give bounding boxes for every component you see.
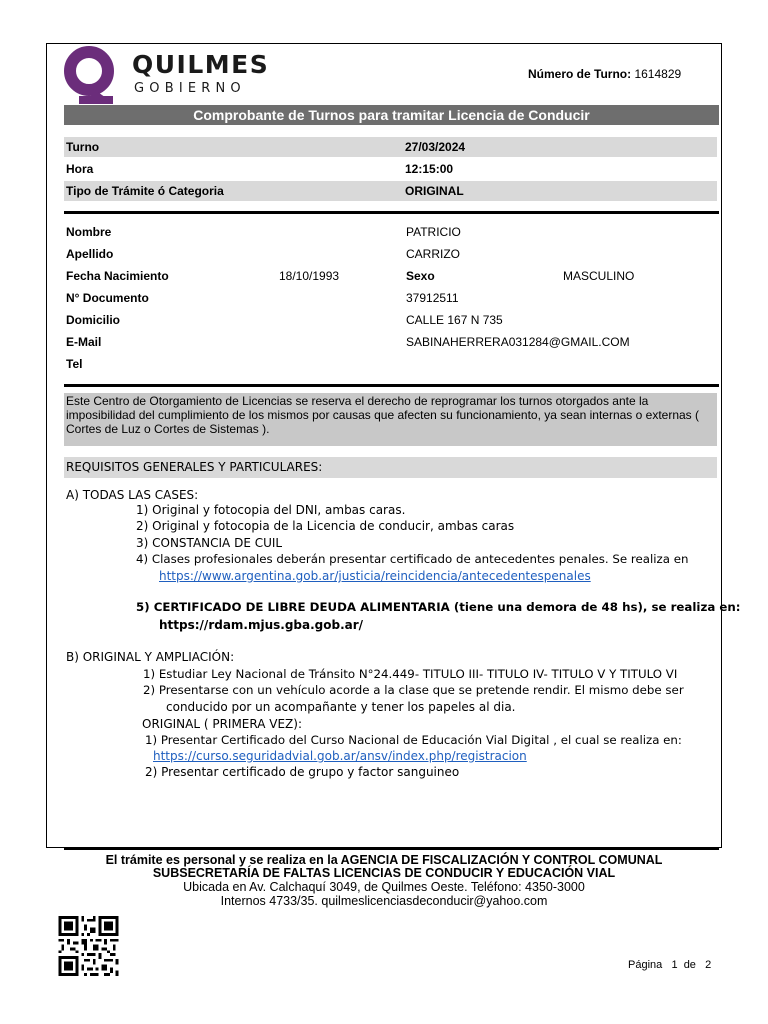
req-a2: 2) Original y fotocopia de la Licencia de conducir, ambas caras xyxy=(136,519,515,533)
footer-divider xyxy=(64,848,719,850)
nombre-row xyxy=(64,222,717,242)
tipo-tramite-row xyxy=(64,181,717,201)
footer-line3: Ubicada en Av. Calchaquí 3049, de Quilmes Oeste. Teléfono: 4350-3000 xyxy=(183,880,585,894)
email-value: SABINAHERRERA031284@GMAIL.COM xyxy=(406,335,630,349)
fecha-sexo-row xyxy=(64,266,717,286)
email-row xyxy=(64,332,717,352)
documento-label: N° Documento xyxy=(66,291,149,305)
apellido-row xyxy=(64,244,717,264)
domicilio-value: CALLE 167 N 735 xyxy=(406,313,503,327)
notice-box: Este Centro de Otorgamiento de Licencias se reserva el derecho de reprogramar los turnos otorgados ante la imposibilidad del cumplimiento de los mismos por causas que afecten su funcionamiento, ya sean internas o externas ( Cortes de Luz o Cortes de Sistemas ). xyxy=(64,393,717,446)
page-of: de xyxy=(683,959,696,971)
hora-label: Hora xyxy=(66,162,94,176)
req-a-title: A) TODAS LAS CASES: xyxy=(66,488,199,502)
req-b-title: B) ORIGINAL Y AMPLIACIÓN: xyxy=(66,650,235,664)
antecedentes-link[interactable]: https://www.argentina.gob.ar/justicia/reincidencia/antecedentespenales xyxy=(159,569,591,583)
tel-label: Tel xyxy=(66,357,83,371)
section-divider xyxy=(64,211,719,214)
req-b2-cont: conducido por un acompañante y tener los papeles al dia. xyxy=(166,700,516,714)
turno-number-label: Número de Turno: xyxy=(528,67,632,81)
section-divider xyxy=(64,384,719,387)
req-b2: 2) Presentarse con un vehículo acorde a la clase que se pretende rendir. El mismo debe ser xyxy=(143,683,684,697)
req-b1: 1) Estudiar Ley Nacional de Tránsito N°24.449- TITULO III- TITULO IV- TITULO V Y TITULO VI xyxy=(143,667,678,681)
curso-vial-link[interactable]: https://curso.seguridadvial.gob.ar/ansv/index.php/registracion xyxy=(153,749,527,763)
quilmes-logo xyxy=(62,44,270,106)
tel-row xyxy=(64,354,717,374)
footer-line4: Internos 4733/35. quilmeslicenciasdeconducir@yahoo.com xyxy=(220,894,548,908)
turno-number xyxy=(528,67,681,81)
req-a5-url: https://rdam.mjus.gba.gob.ar/ xyxy=(159,618,364,632)
turno-value: 27/03/2024 xyxy=(405,140,466,154)
nombre-value: PATRICIO xyxy=(406,225,461,239)
logo-subtitle: GOBIERNO xyxy=(134,81,246,96)
turno-number-value: 1614829 xyxy=(634,67,682,81)
document-title: Comprobante de Turnos para tramitar Licencia de Conducir xyxy=(64,105,719,125)
fecha-nacimiento-value: 18/10/1993 xyxy=(279,269,340,283)
hora-row xyxy=(64,159,717,179)
email-label: E-Mail xyxy=(66,335,102,349)
turno-row xyxy=(64,137,717,157)
page-indicator xyxy=(628,959,711,971)
req-a3: 3) CONSTANCIA DE CUIL xyxy=(136,536,283,550)
req-original-title: ORIGINAL ( PRIMERA VEZ): xyxy=(142,717,303,731)
req-a5: 5) CERTIFICADO DE LIBRE DEUDA ALIMENTARIA (tiene una demora de 48 hs), se realiza en: xyxy=(136,600,741,614)
req-a1: 1) Original y fotocopia del DNI, ambas caras. xyxy=(136,503,406,517)
apellido-label: Apellido xyxy=(66,247,114,261)
footer-line2: SUBSECRETARÍA DE FALTAS LICENCIAS DE CONDUCIR Y EDUCACIÓN VIAL xyxy=(152,866,616,880)
turno-label: Turno xyxy=(66,140,100,154)
page-total: 2 xyxy=(705,959,712,971)
qr-code-icon xyxy=(57,916,120,976)
requisitos-title: REQUISITOS GENERALES Y PARTICULARES: xyxy=(64,457,717,478)
domicilio-row xyxy=(64,310,717,330)
nombre-label: Nombre xyxy=(66,225,112,239)
req-o2: 2) Presentar certificado de grupo y factor sanguineo xyxy=(145,765,460,779)
hora-value: 12:15:00 xyxy=(405,162,454,176)
footer-line1: El trámite es personal y se realiza en la AGENCIA DE FISCALIZACIÓN Y CONTROL COMUNAL xyxy=(105,853,663,867)
domicilio-label: Domicilio xyxy=(66,313,121,327)
documento-value: 37912511 xyxy=(406,291,459,305)
page-current: 1 xyxy=(671,959,678,971)
req-a4: 4) Clases profesionales deberán presentar certificado de antecedentes penales. Se realiza en xyxy=(136,552,689,566)
sexo-value: MASCULINO xyxy=(563,269,635,283)
tipo-tramite-value: ORIGINAL xyxy=(405,184,464,198)
tipo-tramite-label: Tipo de Trámite ó Categoria xyxy=(66,184,224,198)
page-label: Página xyxy=(628,959,663,971)
fecha-nacimiento-label: Fecha Nacimiento xyxy=(66,269,169,283)
documento-row xyxy=(64,288,717,308)
apellido-value: CARRIZO xyxy=(406,247,460,261)
sexo-label: Sexo xyxy=(406,269,435,283)
req-o1: 1) Presentar Certificado del Curso Nacional de Educación Vial Digital , el cual se realiza en: xyxy=(145,733,682,747)
logo-name: QUILMES xyxy=(132,50,270,79)
quilmes-q-logo-icon xyxy=(62,44,120,106)
